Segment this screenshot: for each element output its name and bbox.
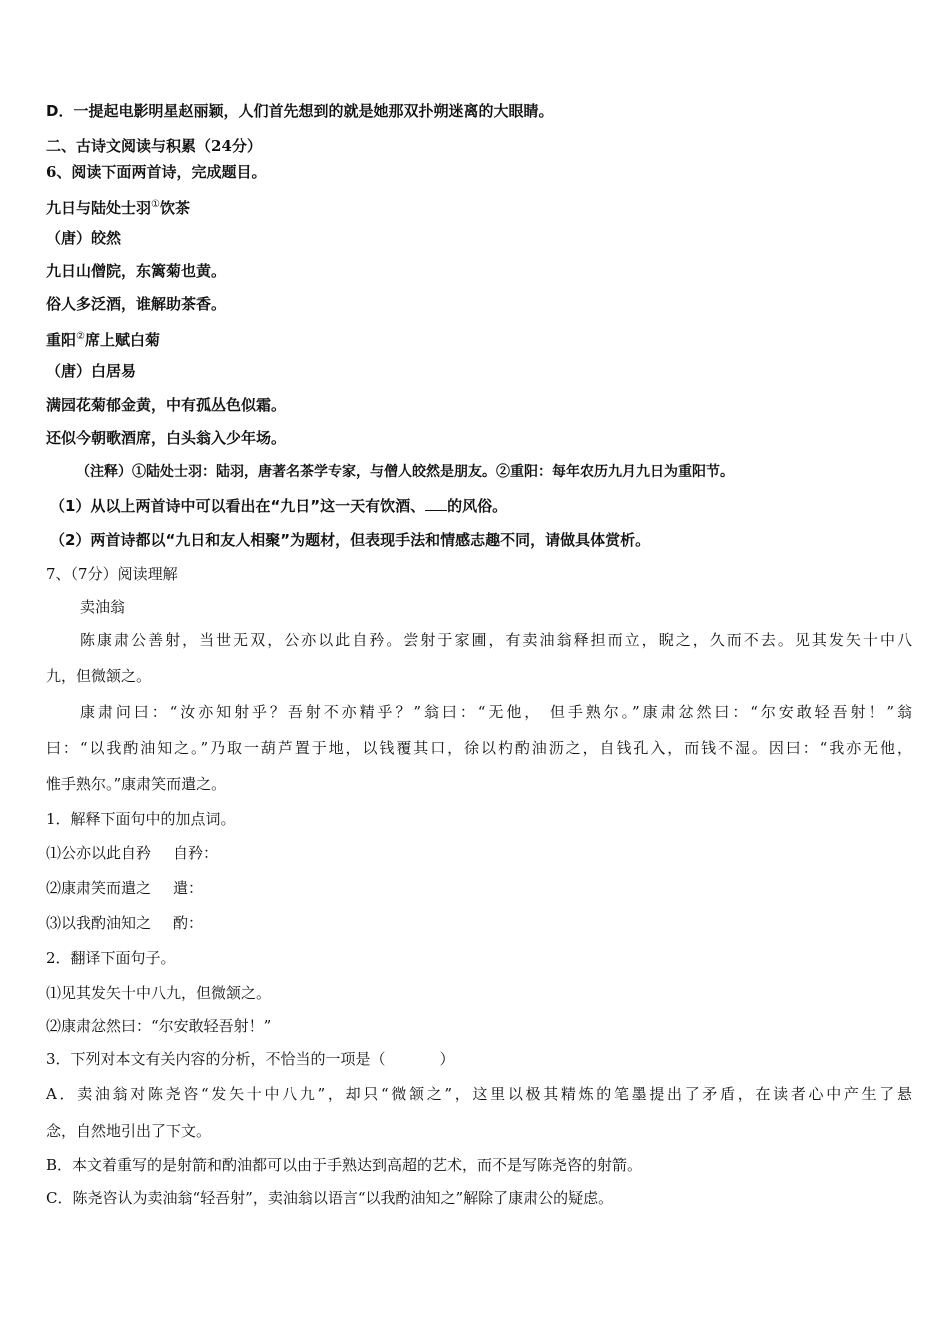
- poem2-note-mark: ②: [76, 331, 85, 342]
- q7-2-item: ⑵康肃忿然曰：“尔安敢轻吾射！”: [46, 1017, 272, 1035]
- section-heading: 二、古诗文阅读与积累（24分）: [46, 137, 262, 155]
- poem2-title-part1: 重阳: [46, 331, 77, 349]
- q7-1-sentence: ⑵康肃笑而遣之: [46, 879, 152, 897]
- q7-1-stem: 1．解释下面句中的加点词。: [46, 810, 236, 828]
- passage-line: 惟手熟尔。”康肃笑而遣之。: [46, 775, 227, 793]
- poem2-title-part2: 席上赋白菊: [84, 331, 160, 349]
- q7-1-item: [46, 913, 203, 933]
- q7-1-sentence: ⑴公亦以此自矜: [46, 844, 152, 862]
- poem1-title-part1: 九日与陆处士羽: [46, 199, 152, 217]
- q5-option-d: D．一提起电影明星赵丽颖，人们首先想到的就是她那双扑朔迷离的大眼睛。: [46, 102, 554, 120]
- poem1-line: 九日山僧院，东篱菊也黄。: [46, 262, 227, 280]
- q6-stem: 6、阅读下面两首诗，完成题目。: [46, 163, 267, 181]
- answer-blank[interactable]: [425, 496, 447, 511]
- q6-sub2: （2）两首诗都以“九日和友人相聚”为题材，但表现手法和情感志趣不同，请做具体赏析。: [50, 531, 651, 549]
- q7-2-stem: 2．翻译下面句子。: [46, 949, 176, 967]
- poem1-title: [46, 195, 190, 218]
- passage-line: 康肃问曰：“汝亦知射乎？吾射不亦精乎？”翁曰：“无他， 但手熟尔。”康肃忿然曰：“尔安敢轻吾射！”翁: [80, 703, 912, 721]
- q6-sub1-before: （1）从以上两首诗中可以看出在“九日”这一天有饮酒、: [50, 497, 426, 515]
- q7-1-word: 遣：: [173, 879, 204, 897]
- passage-line: 曰：“以我酌油知之。”乃取一葫芦置于地，以钱覆其口，徐以杓酌油沥之，自钱孔入，而钱不湿。因曰：“我亦无他，: [46, 739, 912, 757]
- q7-1-sentence: ⑶以我酌油知之: [46, 914, 152, 932]
- passage-line: 陈康肃公善射，当世无双，公亦以此自矜。尝射于家圃，有卖油翁释担而立，睨之，久而不去。见其发矢十中八: [80, 631, 912, 649]
- q7-1-word: 自矜：: [173, 844, 219, 862]
- q7-2-item: ⑴见其发矢十中八九，但微颔之。: [46, 984, 272, 1002]
- q7-3-stem-before: 3．下列对本文有关内容的分析，不恰当的一项是（: [46, 1050, 386, 1068]
- poem2-author: （唐）白居易: [46, 362, 137, 380]
- q7-stem: 7、（7分）阅读理解: [46, 565, 178, 583]
- poem1-title-part2: 饮茶: [159, 199, 190, 217]
- q6-sub1-after: 的风俗。: [447, 497, 508, 515]
- poem2-line: 满园花菊郁金黄，中有孤丛色似霜。: [46, 396, 287, 414]
- q7-1-word: 酌：: [173, 914, 204, 932]
- option-c: C．陈尧咨认为卖油翁“轻吾射”，卖油翁以语言“以我酌油知之”解除了康肃公的疑虑。: [46, 1189, 614, 1207]
- poem1-author: （唐）皎然: [46, 229, 122, 247]
- passage-line: 九，但微颔之。: [46, 667, 152, 685]
- poem2-line: 还似今朝歌酒席，白头翁入少年场。: [46, 429, 287, 447]
- option-a-line: A．卖油翁对陈尧咨“发矢十中八九”，却只“微颔之”，这里以极其精炼的笔墨提出了矛盾，在读者心中产生了悬: [46, 1085, 912, 1103]
- poem2-title: [46, 327, 160, 350]
- q7-1-item: [46, 878, 203, 898]
- q7-1-item: [46, 843, 218, 863]
- passage-title: 卖油翁: [80, 598, 126, 616]
- poem1-line: 俗人多泛酒，谁解助茶香。: [46, 295, 227, 313]
- option-b: B．本文着重写的是射箭和酌油都可以由于手熟达到高超的艺术，而不是写陈尧咨的射箭。: [46, 1156, 643, 1174]
- q6-sub1: [50, 496, 507, 516]
- q7-3-stem: [46, 1049, 455, 1069]
- poem-notes: （注释）①陆处士羽：陆羽，唐著名茶学专家，与僧人皎然是朋友。②重阳：每年农历九月九日为重阳节。: [76, 464, 734, 480]
- poem1-note-mark: ①: [151, 199, 160, 210]
- option-a-line: 念，自然地引出了下文。: [46, 1122, 212, 1140]
- q7-3-stem-after: ）: [439, 1050, 455, 1068]
